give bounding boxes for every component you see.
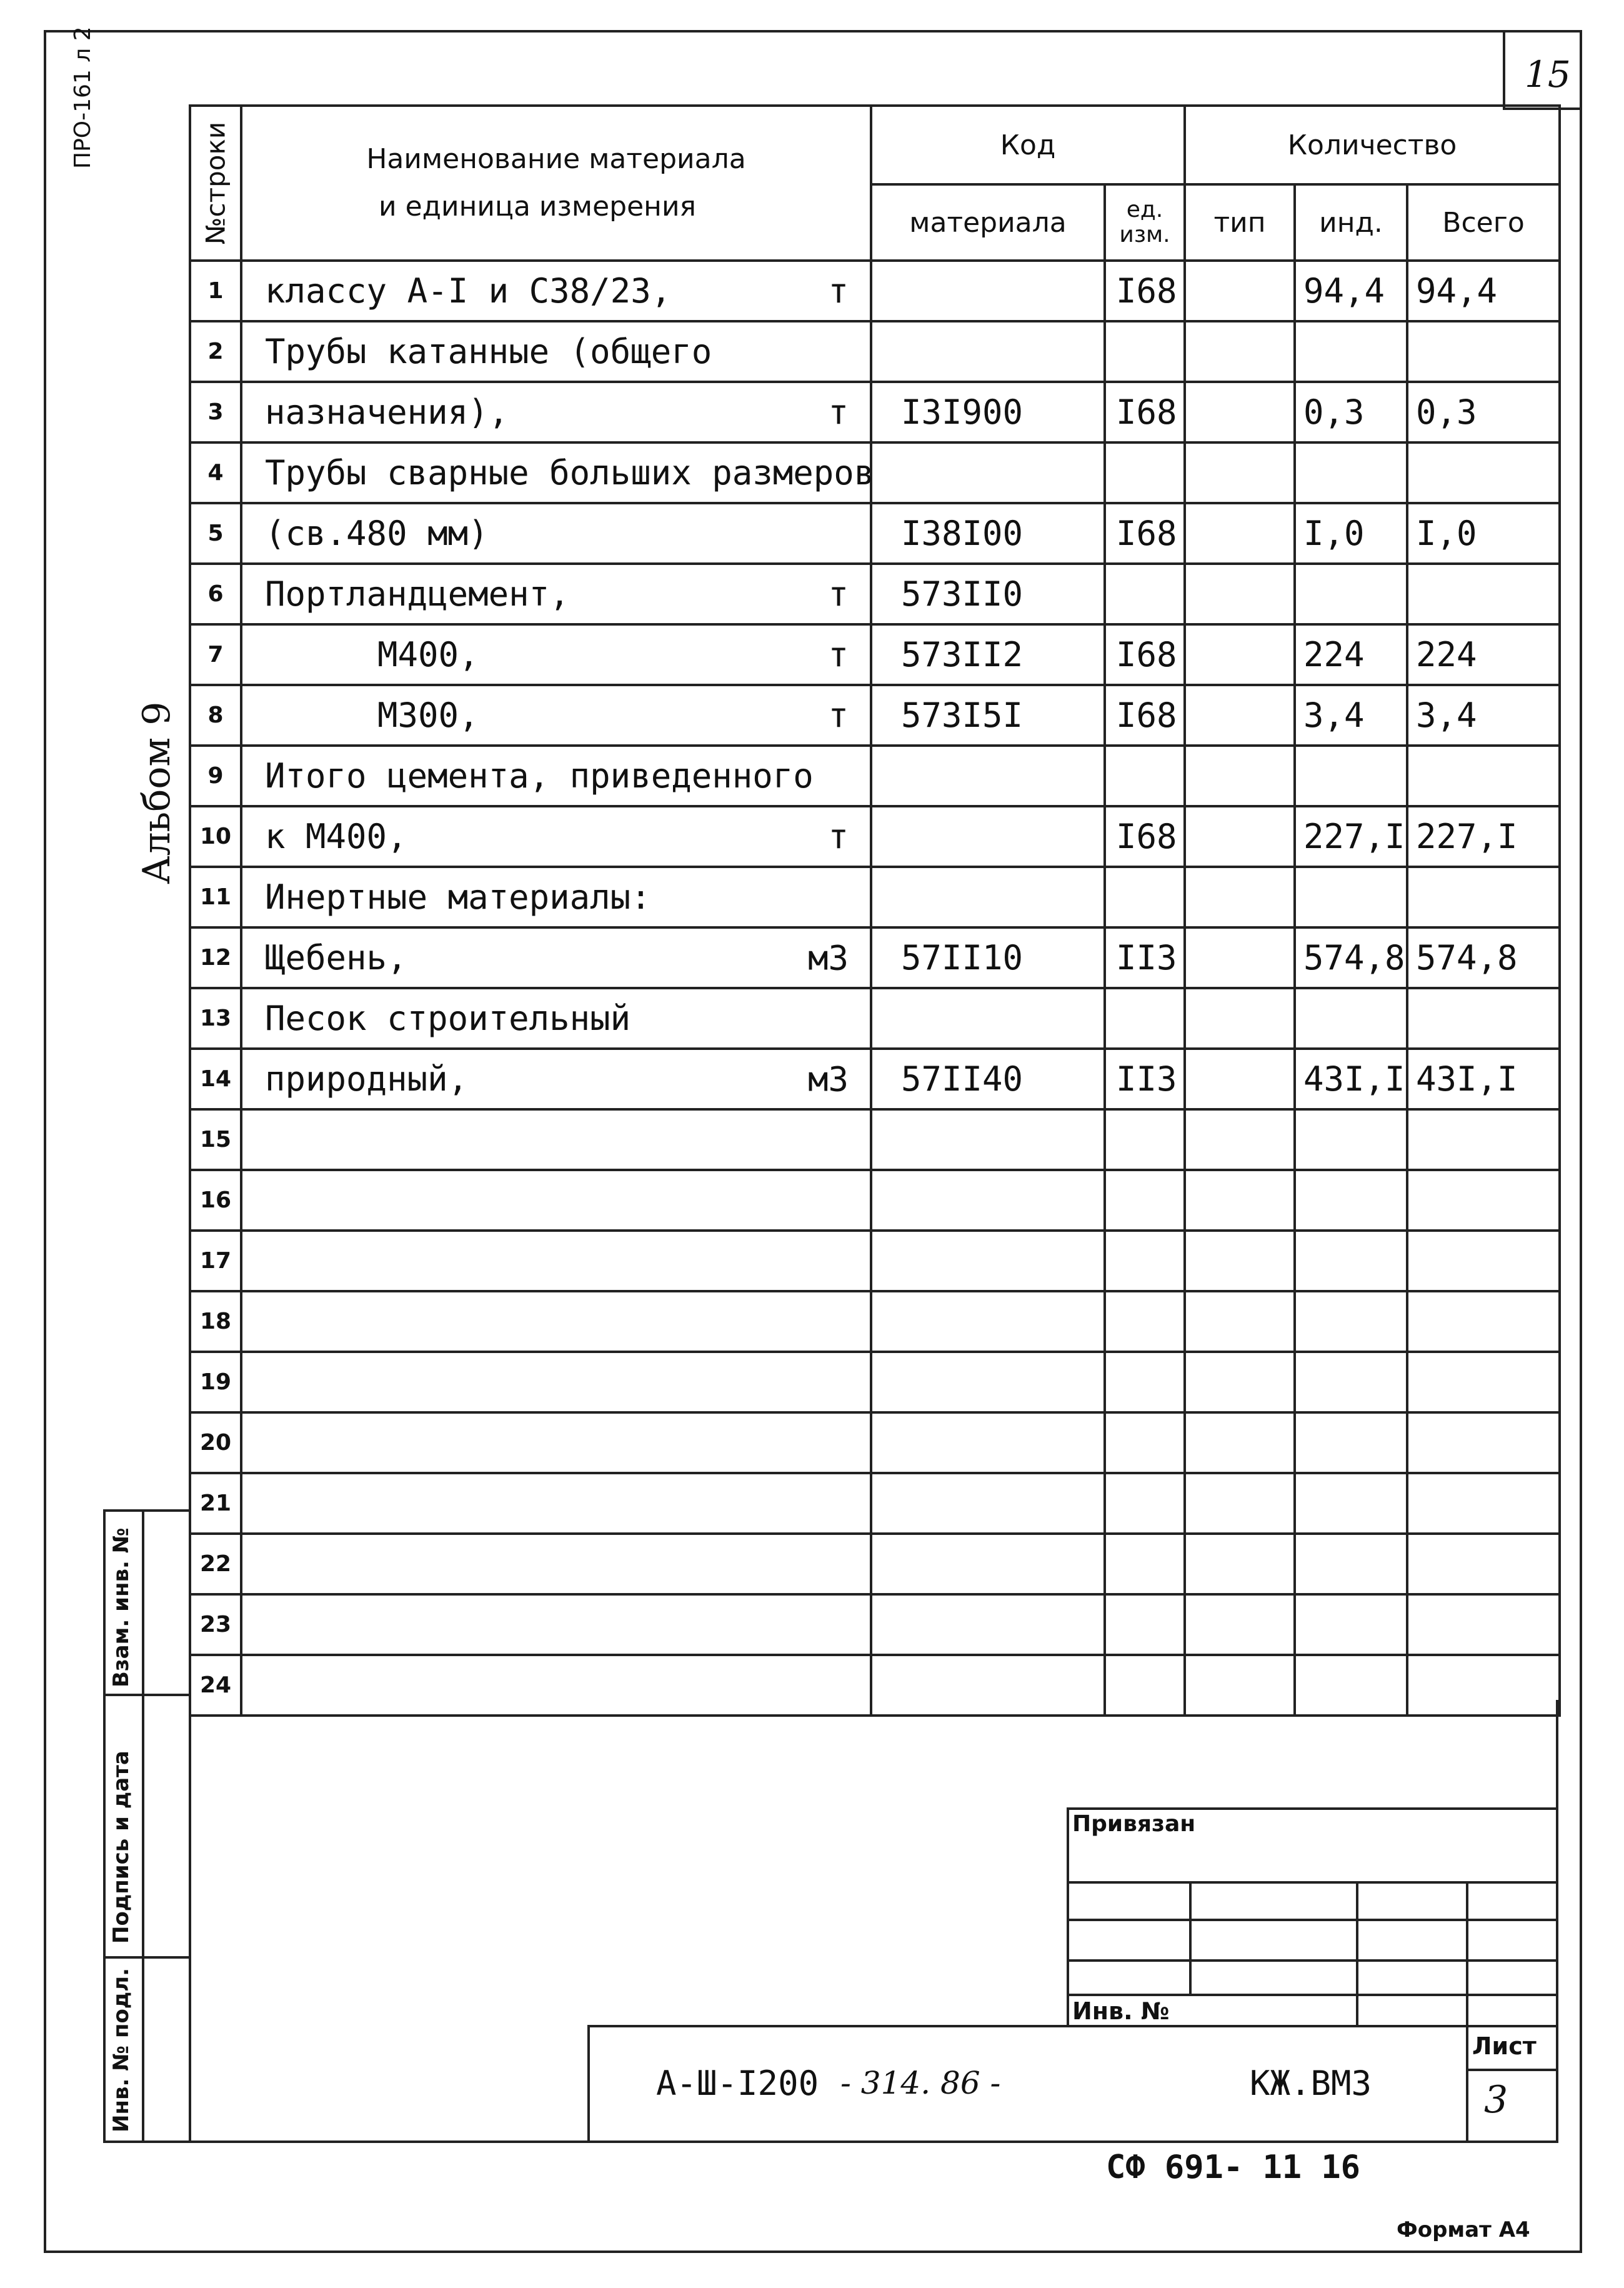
privyazan-label: Привязан xyxy=(1072,1811,1196,1837)
header-qty-type: тип xyxy=(1185,184,1295,261)
materials-table xyxy=(189,104,1561,1717)
table-row: 13 Песок строительный xyxy=(190,988,1560,1049)
row-name: М300, т xyxy=(241,685,871,746)
header-code-material: материала xyxy=(871,184,1105,261)
row-name xyxy=(241,1594,871,1655)
row-name: природный, м3 xyxy=(241,1049,871,1109)
table-row: 3 назначения), т I3I900 I68 0,3 0,3 xyxy=(190,382,1560,442)
table-row: 8 М300, т 573I5I I68 3,4 3,4 xyxy=(190,685,1560,746)
row-name xyxy=(241,1412,871,1473)
row-name xyxy=(241,1231,871,1291)
table-row: 16 xyxy=(190,1170,1560,1231)
archive-number: СФ 691- 11 16 xyxy=(1106,2149,1360,2186)
row-name: Щебень, м3 xyxy=(241,927,871,988)
header-quantity: Количество xyxy=(1185,106,1560,184)
table-row: 23 xyxy=(190,1594,1560,1655)
table-row: 4 Трубы сварные больших размеров xyxy=(190,442,1560,503)
table-row: 17 xyxy=(190,1231,1560,1291)
table-row: 6 Портландцемент, т 573II0 xyxy=(190,564,1560,624)
doc-code: А-Ш-I200 xyxy=(656,2064,819,2103)
row-name xyxy=(241,1291,871,1352)
header-code: Код xyxy=(871,106,1185,184)
header-name xyxy=(241,106,871,261)
row-name: классу А-I и С38/23, т xyxy=(241,261,871,321)
table-row: 10 к М400, т I68 227,I 227,I xyxy=(190,806,1560,867)
header-qty-total: Всего xyxy=(1407,184,1560,261)
format-label: Формат А4 xyxy=(1397,2217,1530,2242)
doc-number: - 314. 86 - xyxy=(840,2065,1001,2101)
row-name xyxy=(241,1655,871,1716)
row-name: Трубы сварные больших размеров xyxy=(241,442,871,503)
row-name xyxy=(241,1352,871,1412)
row-name xyxy=(241,1534,871,1594)
page-number: 15 xyxy=(1525,53,1571,96)
table-row: 22 xyxy=(190,1534,1560,1594)
header-row-no: №строки xyxy=(190,106,241,261)
row-name: Трубы катанные (общего xyxy=(241,321,871,382)
row-name: Песок строительный xyxy=(241,988,871,1049)
table-row: 1 классу А-I и С38/23, т I68 94,4 94,4 xyxy=(190,261,1560,321)
row-name: М400, т xyxy=(241,624,871,685)
row-name: Итого цемента, приведенного xyxy=(241,746,871,806)
stamp-podpis: Подпись и дата xyxy=(109,1751,134,1944)
table-row: 12 Щебень, м3 57II10 II3 574,8 574,8 xyxy=(190,927,1560,988)
row-name: Портландцемент, т xyxy=(241,564,871,624)
row-name: назначения), т xyxy=(241,382,871,442)
table-row: 14 природный, м3 57II40 II3 43I,I 43I,I xyxy=(190,1049,1560,1109)
header-code-unit: ед. изм. xyxy=(1105,184,1185,261)
row-name xyxy=(241,1473,871,1534)
stamp-vzam: Взам. инв. № xyxy=(109,1527,134,1687)
row-name: Инертные материалы: xyxy=(241,867,871,927)
header-qty-ind: инд. xyxy=(1295,184,1407,261)
header-name-line2: и единица измерения xyxy=(378,191,697,222)
table-row: 2 Трубы катанные (общего xyxy=(190,321,1560,382)
stamp-inv-podl: Инв. № подл. xyxy=(109,1967,134,2132)
row-name: (св.480 мм) xyxy=(241,503,871,564)
table-row: 24 xyxy=(190,1655,1560,1716)
table-row: 9 Итого цемента, приведенного xyxy=(190,746,1560,806)
table-row: 15 xyxy=(190,1109,1560,1170)
table-row: 19 xyxy=(190,1352,1560,1412)
table-row: 21 xyxy=(190,1473,1560,1534)
table-row: 18 xyxy=(190,1291,1560,1352)
album-label: Альбом 9 xyxy=(135,701,179,884)
table-row: 5 (св.480 мм) I38I00 I68 I,0 I,0 xyxy=(190,503,1560,564)
row-name xyxy=(241,1170,871,1231)
doc-mark: КЖ.ВМ3 xyxy=(1250,2064,1372,2103)
inv-no-label: Инв. № xyxy=(1072,1997,1170,2025)
row-name xyxy=(241,1109,871,1170)
table-row: 11 Инертные материалы: xyxy=(190,867,1560,927)
header-name-line1: Наименование материала xyxy=(366,143,746,175)
sheet-number: 3 xyxy=(1484,2078,1508,2122)
side-code: ПРО-161 л 2 xyxy=(70,26,96,169)
table-row: 20 xyxy=(190,1412,1560,1473)
sheet-label: Лист xyxy=(1472,2032,1537,2060)
table-row: 7 М400, т 573II2 I68 224 224 xyxy=(190,624,1560,685)
row-name: к М400, т xyxy=(241,806,871,867)
